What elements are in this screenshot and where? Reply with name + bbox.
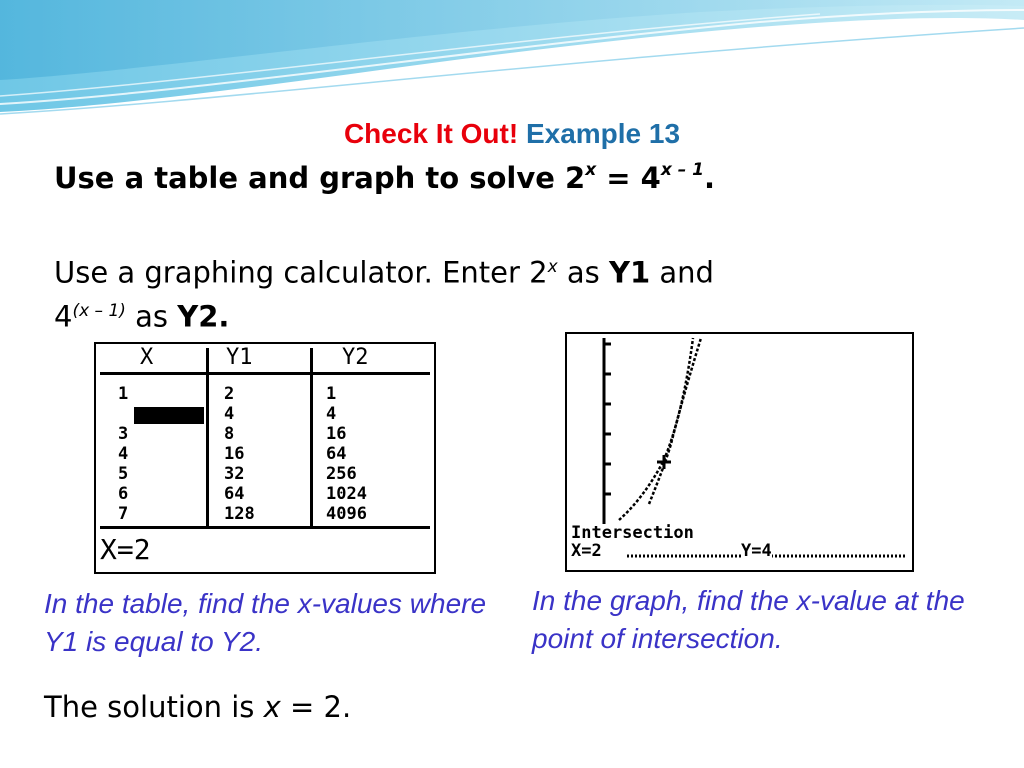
- table-cell: 2: [224, 384, 235, 404]
- curve-y2: [649, 338, 701, 504]
- instr-l2a: 4: [54, 299, 73, 334]
- table-cell: 8: [224, 424, 235, 444]
- graph-caption: In the graph, find the x-value at the point of intersection.: [532, 585, 965, 654]
- instr-l2exp: (x – 1): [72, 300, 126, 321]
- selected-row-highlight: [134, 407, 204, 424]
- instr-l2b: as: [125, 299, 178, 334]
- x-readout: X=2: [571, 541, 602, 561]
- table-header-rule: [100, 372, 430, 375]
- instructions: [54, 248, 714, 335]
- y-readout: Y=4: [741, 541, 772, 561]
- table-bottom-rule: [100, 526, 430, 529]
- problem-middle: = 4: [596, 161, 661, 195]
- problem-statement: [54, 161, 715, 195]
- table-cell: 256: [326, 464, 357, 484]
- table-cell: 64: [326, 444, 347, 464]
- solution-statement: [44, 690, 351, 724]
- table-caption: In the table, find the x-values where Y1 is equal to Y2.: [44, 588, 487, 657]
- instr-l2bold: Y2.: [177, 299, 230, 334]
- heading-prefix: Check It Out!: [343, 118, 519, 149]
- problem-text: Use a table and graph to solve 2: [54, 161, 586, 195]
- instr-l1c: and: [650, 255, 714, 290]
- table-cell: 16: [326, 424, 347, 444]
- instructions-line2: [54, 292, 714, 336]
- instr-l1exp: x: [547, 257, 558, 277]
- solution-a: The solution is: [44, 690, 264, 724]
- curve-y1: [619, 338, 693, 520]
- table-header-x: X: [140, 345, 154, 370]
- problem-end: .: [703, 161, 716, 195]
- table-cell: 4: [118, 444, 129, 464]
- slide-heading: [0, 118, 1024, 150]
- table-cell: 5: [118, 464, 129, 484]
- heading-example: Example 13: [525, 118, 681, 149]
- problem-exp1: x: [585, 160, 597, 181]
- table-cell: 32: [224, 464, 245, 484]
- table-cell: 1024: [326, 484, 367, 504]
- calculator-graph-screen: [565, 332, 914, 572]
- table-cell: 16: [224, 444, 245, 464]
- table-cell: 1: [326, 384, 337, 404]
- instr-l1a: Use a graphing calculator. Enter 2: [54, 255, 548, 290]
- table-header-y1: Y1: [226, 345, 253, 370]
- table-cell: 4: [326, 404, 337, 424]
- table-cell: 1: [118, 384, 129, 404]
- table-cell: 4: [224, 404, 235, 424]
- table-cell: 7: [118, 504, 129, 524]
- header-swoosh: [0, 0, 1024, 120]
- table-cell: 4096: [326, 504, 367, 524]
- table-cell: 128: [224, 504, 255, 524]
- intersection-label: Intersection: [571, 523, 694, 543]
- table-cell: 64: [224, 484, 245, 504]
- table-cell: 6: [118, 484, 129, 504]
- solution-var: x: [263, 690, 281, 724]
- instr-l1bold: Y1: [608, 255, 651, 290]
- table-status: X=2: [100, 533, 151, 566]
- problem-exp2: x – 1: [660, 160, 704, 181]
- calculator-table-screen: [94, 342, 436, 574]
- solution-b: = 2.: [280, 690, 352, 724]
- table-cell: 3: [118, 424, 129, 444]
- table-header-y2: Y2: [342, 345, 369, 370]
- table-cell: 2: [118, 404, 129, 424]
- instructions-line1: [54, 248, 714, 292]
- instr-l1b: as: [557, 255, 609, 290]
